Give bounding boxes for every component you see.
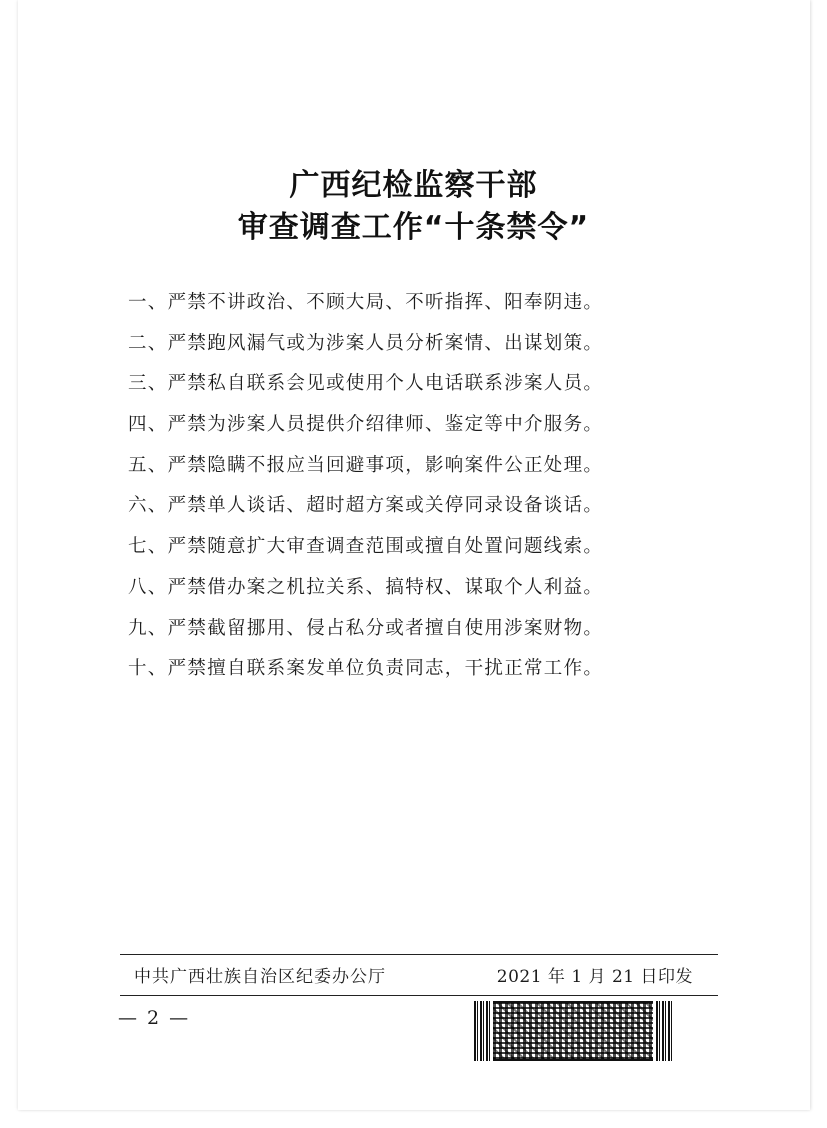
barcode-left-bars — [474, 1001, 490, 1061]
document-title-line-1: 广西纪检监察干部 — [289, 168, 538, 203]
list-item: 九、严禁截留挪用、侵占私分或者擅自使用涉案财物。 — [128, 617, 604, 639]
footer-top-rule — [120, 954, 718, 955]
list-item: 四、严禁为涉案人员提供介绍律师、鉴定等中介服务。 — [128, 414, 604, 436]
document-title-line-2: 审查调查工作“十条禁令” — [237, 210, 590, 245]
list-item: 二、严禁跑风漏气或为涉案人员分析案情、出谋划策。 — [128, 332, 604, 354]
prohibition-list — [128, 283, 688, 690]
issuer-name: 中共广西壮族自治区纪委办公厅 — [134, 967, 386, 987]
footer-bottom-rule — [120, 995, 718, 996]
barcode-matrix — [493, 1001, 653, 1061]
list-item: 六、严禁单人谈话、超时超方案或关停同录设备谈话。 — [128, 495, 604, 517]
list-item: 三、严禁私自联系会见或使用个人电话联系涉案人员。 — [128, 373, 604, 395]
barcode-icon — [474, 1001, 672, 1061]
list-item: 十、严禁擅自联系案发单位负责同志，干扰正常工作。 — [128, 658, 604, 680]
list-item: 一、严禁不讲政治、不顾大局、不听指挥、阳奉阴违。 — [128, 292, 604, 313]
page-number: — 2 — — [118, 1007, 191, 1029]
list-item: 五、严禁隐瞒不报应当回避事项，影响案件公正处理。 — [128, 454, 604, 476]
barcode-right-bars — [656, 1001, 672, 1061]
print-date: 2021 年 1 月 21 日印发 — [496, 967, 693, 987]
list-item: 八、严禁借办案之机拉关系、搞特权、谋取个人利益。 — [128, 576, 604, 598]
list-item: 七、严禁随意扩大审查调查范围或擅自处置问题线索。 — [128, 536, 604, 558]
